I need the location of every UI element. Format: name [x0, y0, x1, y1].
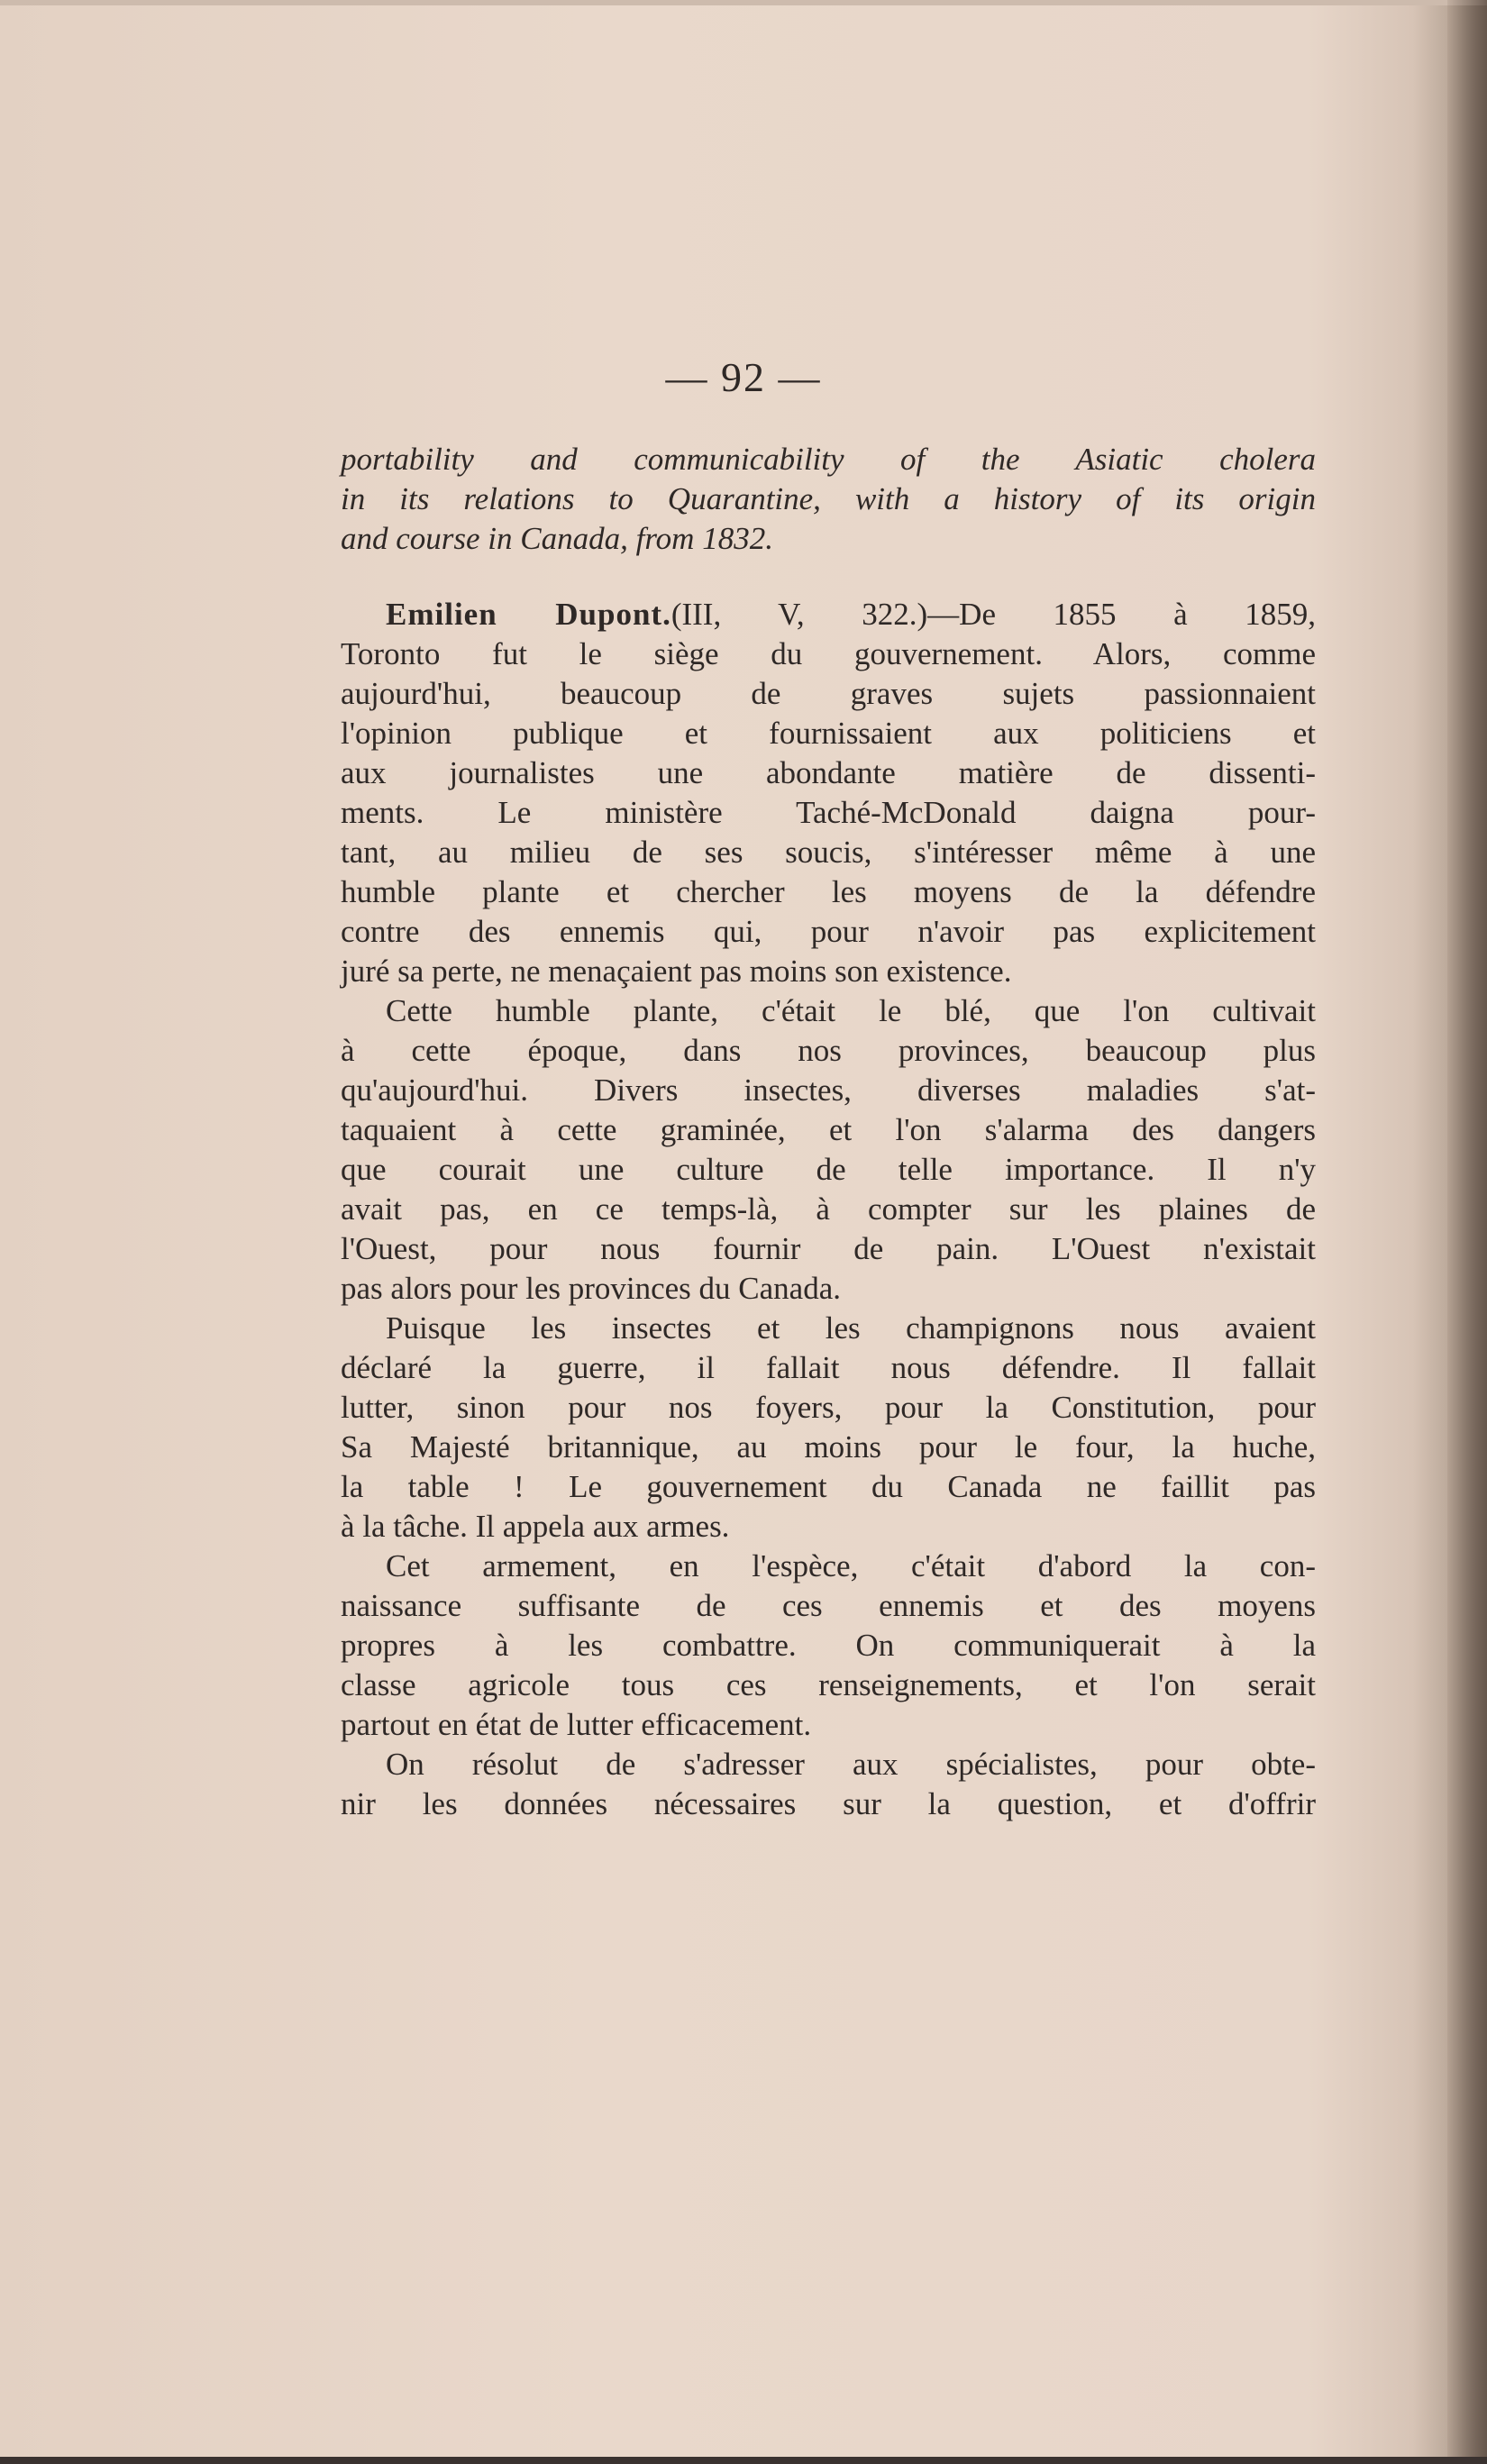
citation-line: and course in Canada, from 1832.	[341, 521, 773, 556]
text-line: propres à les combattre. On communiquerait à la	[341, 1628, 1316, 1663]
text-line: l'opinion publique et fournissaient aux politiciens et	[341, 716, 1316, 751]
text-line: à cette époque, dans nos provinces, beaucoup plus	[341, 1033, 1316, 1068]
entry-reference: (III, V, 322.)—De 1855 à 1859,	[671, 597, 1317, 632]
text-line: Cet armement, en l'espèce, c'était d'abord la con-	[386, 1548, 1316, 1583]
text-line: nir les données nécessaires sur la question, et d'offrir	[341, 1786, 1316, 1821]
text-line: classe agricole tous ces renseignements, et l'on serait	[341, 1667, 1316, 1702]
text-line: On résolut de s'adresser aux spécialistes, pour obte-	[386, 1747, 1316, 1782]
body-text	[341, 440, 1316, 1824]
text-line: déclaré la guerre, il fallait nous défendre. Il fallait	[341, 1350, 1316, 1385]
text-line: que courait une culture de telle importance. Il n'y	[341, 1152, 1316, 1187]
text-line: aux journalistes une abondante matière de dissenti-	[341, 755, 1316, 790]
text-line: Sa Majesté britannique, au moins pour le four, la huche,	[341, 1429, 1316, 1465]
paragraph-5	[341, 1745, 1316, 1824]
text-line: juré sa perte, ne menaçaient pas moins son existence.	[341, 954, 1012, 989]
text-line: pas alors pour les provinces du Canada.	[341, 1271, 841, 1306]
entry-paragraph-1	[341, 595, 1316, 991]
entry-heading-line	[341, 595, 1316, 634]
citation-line: in its relations to Quarantine, with a history of its origin	[341, 481, 1316, 516]
paragraph-2	[341, 991, 1316, 1309]
text-line: l'Ouest, pour nous fournir de pain. L'Ouest n'existait	[341, 1231, 1316, 1266]
text-line: contre des ennemis qui, pour n'avoir pas explicitement	[341, 914, 1316, 949]
text-line: avait pas, en ce temps-là, à compter sur les plaines de	[341, 1191, 1316, 1227]
text-line: à la tâche. Il appela aux armes.	[341, 1509, 730, 1544]
entry-author: Emilien Dupont.	[386, 597, 671, 632]
text-line: humble plante et chercher les moyens de la défendre	[341, 874, 1316, 909]
paragraph-3	[341, 1309, 1316, 1547]
citation-line: portability and communicability of the Asiatic cholera	[341, 442, 1316, 477]
text-line: aujourd'hui, beaucoup de graves sujets passionnaient	[341, 676, 1316, 711]
text-line: taquaient à cette graminée, et l'on s'alarma des dangers	[341, 1112, 1316, 1147]
text-line: Cette humble plante, c'était le blé, que l'on cultivait	[386, 993, 1316, 1028]
text-line: ments. Le ministère Taché-McDonald daigna pour-	[341, 795, 1316, 830]
text-line: Puisque les insectes et les champignons nous avaient	[386, 1310, 1316, 1346]
text-line: tant, au milieu de ses soucis, s'intéresser même à une	[341, 835, 1316, 870]
page-top-edge	[0, 0, 1487, 5]
page-bottom-edge	[0, 2457, 1487, 2464]
text-line: Toronto fut le siège du gouvernement. Alors, comme	[341, 636, 1316, 671]
text-line: lutter, sinon pour nos foyers, pour la Constitution, pour	[341, 1390, 1316, 1425]
text-line: qu'aujourd'hui. Divers insectes, diverses maladies s'at-	[341, 1072, 1316, 1108]
text-line: la table ! Le gouvernement du Canada ne faillit pas	[341, 1469, 1316, 1504]
paragraph-4	[341, 1547, 1316, 1745]
text-line: partout en état de lutter efficacement.	[341, 1707, 812, 1742]
page-number: — 92 —	[665, 354, 822, 400]
citation-continuation	[341, 440, 1316, 559]
text-line: naissance suffisante de ces ennemis et des moyens	[341, 1588, 1316, 1623]
